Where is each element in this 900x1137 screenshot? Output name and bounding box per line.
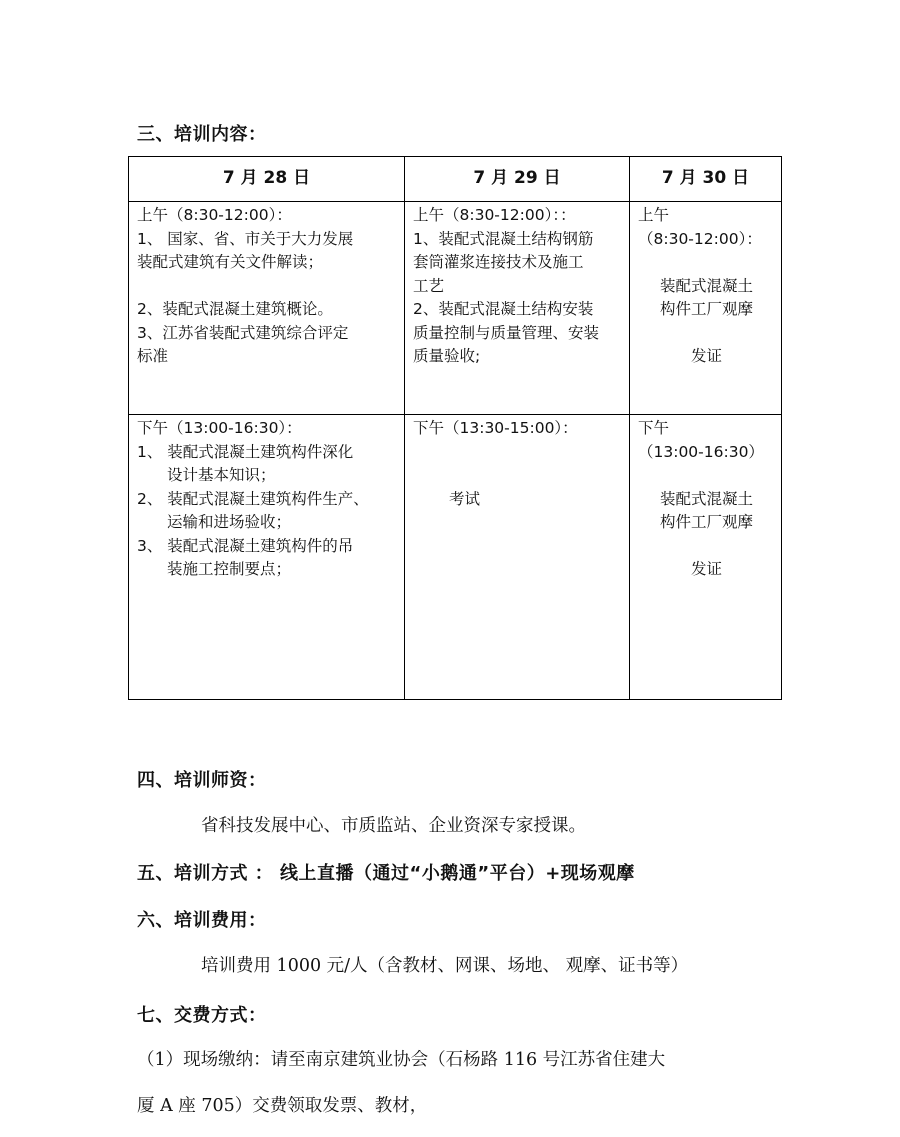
cell-29-am <box>405 202 630 415</box>
cell-30-am <box>630 202 782 415</box>
cell-line: 1、装配式混凝土结构钢筋 <box>413 229 594 248</box>
cell-line: 2、装配式混凝土结构安装 <box>413 300 594 318</box>
cell-line: 质量验收; <box>413 347 481 365</box>
cell-line: 装配式混凝土 <box>659 276 753 295</box>
cell-28-am <box>129 202 405 415</box>
cell-line: 1、 国家、省、市关于大力发展 <box>137 229 354 248</box>
section-7-line-2: 厦 A 座 705）交费领取发票、教材， <box>137 1096 428 1116</box>
section-4-heading: 四、培训师资： <box>137 770 267 791</box>
cell-line: 装配式建筑有关文件解读； <box>137 253 324 271</box>
schedule-table <box>128 156 782 700</box>
section-6-body: 培训费用 1000 元/人（含教材、网课、场地、 观摩、证书等） <box>201 956 689 976</box>
header-day-28: 7 月 28 日 <box>129 157 405 202</box>
cell-line: 套筒灌浆连接技术及施工 <box>413 253 584 271</box>
cell-line: 2、 装配式混凝土建筑构件生产、 <box>137 489 369 508</box>
cell-28-pm <box>129 415 405 700</box>
header-day-30: 7 月 30 日 <box>630 157 782 202</box>
cell-line: 上午（8:30-12:00）：： <box>413 206 576 224</box>
section-3-heading: 三、培训内容： <box>137 124 267 145</box>
cell-line: （13:00-16:30） <box>638 442 764 461</box>
cell-line: 工艺 <box>413 276 445 295</box>
section-5-heading: 五、培训方式 ： 线上直播（通过“小鹅通”平台）+现场观摩 <box>137 863 635 884</box>
cell-line: （8:30-12:00）： <box>638 229 762 248</box>
exam-label: 考试 <box>449 489 481 508</box>
cell-line: 上午（8:30-12:00）： <box>137 206 292 224</box>
cell-line: 运输和进场验收； <box>167 513 292 531</box>
section-7-heading: 七、交费方式： <box>137 1005 267 1026</box>
cell-line: 发证 <box>690 560 722 578</box>
cell-line: 3、江苏省装配式建筑综合评定 <box>137 323 349 342</box>
cell-line: 3、 装配式混凝土建筑构件的吊 <box>137 536 354 555</box>
cell-line: 下午 <box>638 419 670 437</box>
header-day-29: 7 月 29 日 <box>405 157 630 202</box>
cell-line: 构件工厂观摩 <box>659 300 753 318</box>
cell-line: 设计基本知识； <box>167 466 276 484</box>
cell-line: 上午 <box>638 206 670 224</box>
cell-line: 装施工控制要点； <box>167 560 292 578</box>
cell-line: 发证 <box>690 347 722 365</box>
cell-line: 2、装配式混凝土建筑概论。 <box>137 300 333 318</box>
cell-line: 下午（13:30-15:00）： <box>413 419 578 437</box>
cell-line: 装配式混凝土 <box>659 489 753 508</box>
cell-line: 标准 <box>137 347 169 365</box>
cell-line: 下午（13:00-16:30）： <box>137 419 302 437</box>
section-6-heading: 六、培训费用： <box>137 910 267 931</box>
cell-line: 1、 装配式混凝土建筑构件深化 <box>137 442 354 461</box>
cell-29-pm <box>405 415 630 700</box>
section-7-line-1: （1）现场缴纳：请至南京建筑业协会（石杨路 116 号江苏省住建大 <box>137 1050 666 1070</box>
cell-line: 构件工厂观摩 <box>659 513 753 531</box>
section-4-body: 省科技发展中心、市质监站、企业资深专家授课。 <box>201 816 586 836</box>
cell-30-pm <box>630 415 782 700</box>
cell-line: 质量控制与质量管理、安装 <box>413 323 600 342</box>
